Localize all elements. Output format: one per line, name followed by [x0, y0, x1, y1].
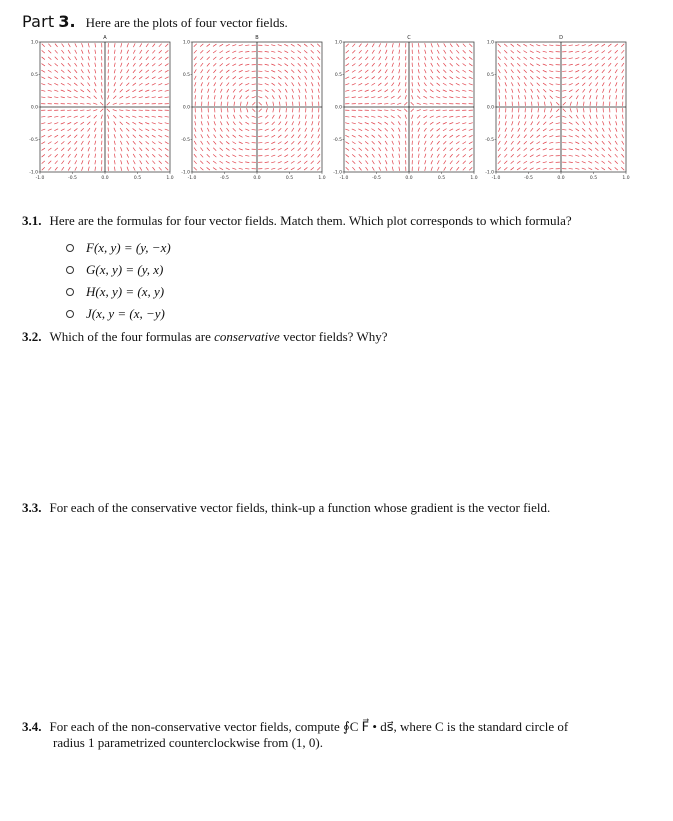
formula-list: [66, 237, 171, 325]
x-tick-label: -0.5: [372, 176, 381, 181]
formula-text: G(x, y) = (y, x): [86, 262, 164, 277]
x-tick-label: 0.5: [589, 176, 598, 181]
formula-item: [66, 281, 171, 303]
y-tick-label: -0.5: [29, 138, 38, 143]
x-tick-label: -1.0: [35, 176, 45, 181]
y-tick-label: 0.5: [30, 73, 38, 78]
y-tick-label: 0.5: [334, 73, 342, 78]
formula-text: H(x, y) = (x, y): [86, 284, 165, 299]
plot-title: B: [255, 35, 259, 41]
part-heading: [22, 12, 288, 31]
y-tick-label: -0.5: [485, 138, 494, 143]
question-text-post: vector fields? Why?: [283, 329, 388, 344]
vector-field-plot: [478, 32, 630, 190]
question-text: For each of the conservative vector fields, think-up a function whose gradient is the vector field.: [49, 500, 551, 515]
question-3-1: [22, 213, 572, 229]
x-tick-label: -0.5: [68, 176, 77, 181]
y-tick-label: 0.5: [486, 73, 494, 78]
formula-item: [66, 259, 171, 281]
bullet-icon: [66, 266, 74, 274]
plot-title: C: [407, 35, 411, 41]
y-tick-label: -1.0: [333, 170, 342, 176]
y-tick-label: 0.0: [182, 105, 190, 111]
vector-field-plots: [22, 32, 632, 190]
plot-title: D: [559, 35, 563, 41]
x-tick-label: 0.0: [557, 176, 565, 181]
formula-text: F(x, y) = (y, −x): [86, 240, 171, 255]
y-tick-label: 1.0: [486, 40, 494, 46]
question-text: Here are the formulas for four vector fields. Match them. Which plot corresponds to which formula?: [49, 213, 572, 228]
vector-field-plot: [174, 32, 326, 190]
bullet-icon: [66, 288, 74, 296]
question-text-pre: Which of the four formulas are: [49, 329, 211, 344]
x-tick-label: 1.0: [318, 176, 326, 181]
y-tick-label: 1.0: [182, 40, 190, 46]
question-3-2: [22, 329, 388, 345]
x-tick-label: -1.0: [187, 176, 197, 181]
x-tick-label: 0.5: [133, 176, 142, 181]
y-tick-label: -1.0: [181, 170, 190, 176]
x-tick-label: 0.0: [101, 176, 109, 181]
bullet-icon: [66, 244, 74, 252]
question-text-line1: For each of the non-conservative vector fields, compute ∮C F⃗ • ds⃗, where C is the standard circle of: [49, 719, 569, 734]
plot-title: A: [103, 35, 107, 41]
question-number: 3.4.: [22, 719, 42, 734]
formula-item: [66, 303, 171, 325]
x-tick-label: 1.0: [470, 176, 478, 181]
y-tick-label: 0.0: [486, 105, 494, 111]
x-tick-label: 0.5: [285, 176, 294, 181]
x-tick-label: 1.0: [166, 176, 174, 181]
vector-field-plot: [22, 32, 174, 190]
y-tick-label: 0.0: [334, 105, 342, 111]
x-tick-label: -1.0: [339, 176, 349, 181]
y-tick-label: 1.0: [30, 40, 38, 46]
question-3-4: [22, 719, 568, 751]
x-tick-label: 1.0: [622, 176, 630, 181]
x-tick-label: -0.5: [524, 176, 533, 181]
question-number: 3.1.: [22, 213, 42, 228]
y-tick-label: -1.0: [29, 170, 38, 176]
part-intro: Here are the plots of four vector fields.: [85, 15, 288, 30]
question-3-3: [22, 500, 550, 516]
formula-item: [66, 237, 171, 259]
question-number: 3.3.: [22, 500, 42, 515]
x-tick-label: -0.5: [220, 176, 229, 181]
question-text-emphasis: conservative: [214, 329, 280, 344]
x-tick-label: 0.0: [405, 176, 413, 181]
x-tick-label: 0.5: [437, 176, 446, 181]
y-tick-label: -1.0: [485, 170, 494, 176]
bullet-icon: [66, 310, 74, 318]
question-text-line2: radius 1 parametrized counterclockwise from (1, 0).: [53, 735, 324, 750]
question-number: 3.2.: [22, 329, 42, 344]
part-number: 3.: [58, 12, 76, 31]
x-tick-label: 0.0: [253, 176, 261, 181]
vector-field-plot: [326, 32, 478, 190]
formula-text: J(x, y = (x, −y): [86, 306, 165, 321]
y-tick-label: 0.0: [30, 105, 38, 111]
part-label: Part: [22, 12, 55, 31]
y-tick-label: -0.5: [333, 138, 342, 143]
y-tick-label: 0.5: [182, 73, 190, 78]
x-tick-label: -1.0: [491, 176, 501, 181]
y-tick-label: -0.5: [181, 138, 190, 143]
y-tick-label: 1.0: [334, 40, 342, 46]
